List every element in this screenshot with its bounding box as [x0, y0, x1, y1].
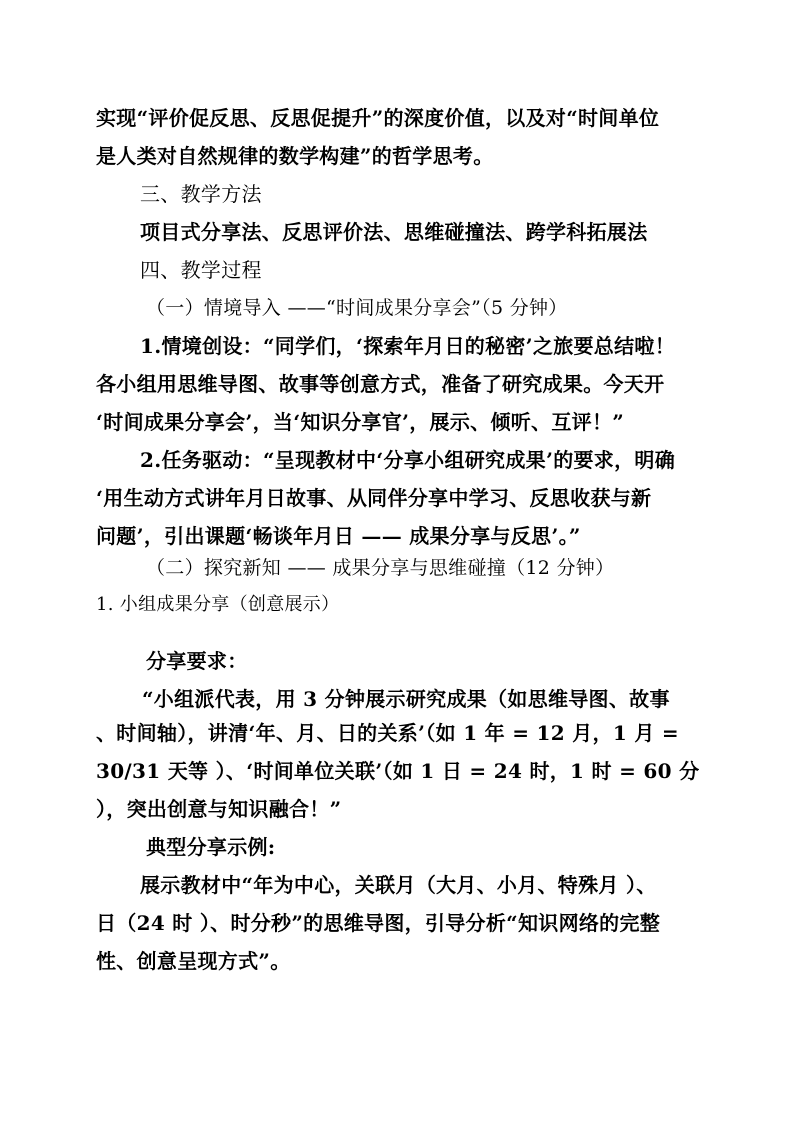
section-heading-process: 四、教学过程 — [140, 258, 262, 282]
text-line-7: 1.情境创设：“同学们，‘探索年月日的秘密’之旅要总结啦！ — [140, 334, 676, 358]
text-line-11: ‘用生动方式讲年月日故事、从同伴分享中学习、反思收获与新 — [96, 486, 652, 510]
item-heading-group-share: 1. 小组成果分享（创意展示） — [96, 594, 340, 615]
section-heading-methods: 三、教学方法 — [140, 182, 262, 206]
text-line-19: ），突出创意与知识融合！” — [96, 797, 342, 821]
text-line-16: “小组派代表，用 3 分钟展示研究成果（如思维导图、故事 — [142, 687, 670, 711]
example-label: 典型分享示例: — [146, 835, 276, 859]
text-line-10: 2.任务驱动：“呈现教材中‘分享小组研究成果’的要求，明确 — [140, 448, 676, 472]
text-line-2: 是人类对自然规律的数学构建”的哲学思考。 — [96, 144, 494, 168]
text-line-22: 日（24 时 ）、时分秒”的思维导图，引导分析“知识网络的完整 — [96, 911, 661, 935]
text-line-8: 各小组用思维导图、故事等创意方式，准备了研究成果。今天开 — [96, 372, 665, 396]
text-line-1: 实现“评价促反思、反思促提升”的深度价值，以及对“时间单位 — [96, 106, 660, 130]
text-line-12: 问题’，引出课题‘畅谈年月日 —— 成果分享与反思’。” — [96, 524, 581, 548]
text-line-21: 展示教材中“年为中心，关联月（大月、小月、特殊月 ）、 — [140, 873, 657, 897]
text-line-9: ‘时间成果分享会’，当‘知识分享官’，展示、倾听、互评！” — [96, 410, 625, 434]
text-line-18: 30/31 天等 ）、‘时间单位关联’（如 1 日 = 24 时，1 时 = 60 分 — [96, 759, 700, 783]
text-line-23: 性、创意呈现方式”。 — [96, 949, 291, 973]
share-requirements-label: 分享要求： — [146, 649, 248, 673]
methods-list: 项目式分享法、反思评价法、思维碰撞法、跨学科拓展法 — [140, 220, 648, 244]
text-line-17: 、时间轴），讲清‘年、月、日的关系’（如 1 年 = 12 月，1 月 = — [96, 721, 679, 745]
subsection-heading-intro: （一）情境导入 ——“时间成果分享会”（5 分钟） — [146, 297, 568, 319]
subsection-heading-explore: （二）探究新知 —— 成果分享与思维碰撞（12 分钟） — [146, 557, 615, 579]
